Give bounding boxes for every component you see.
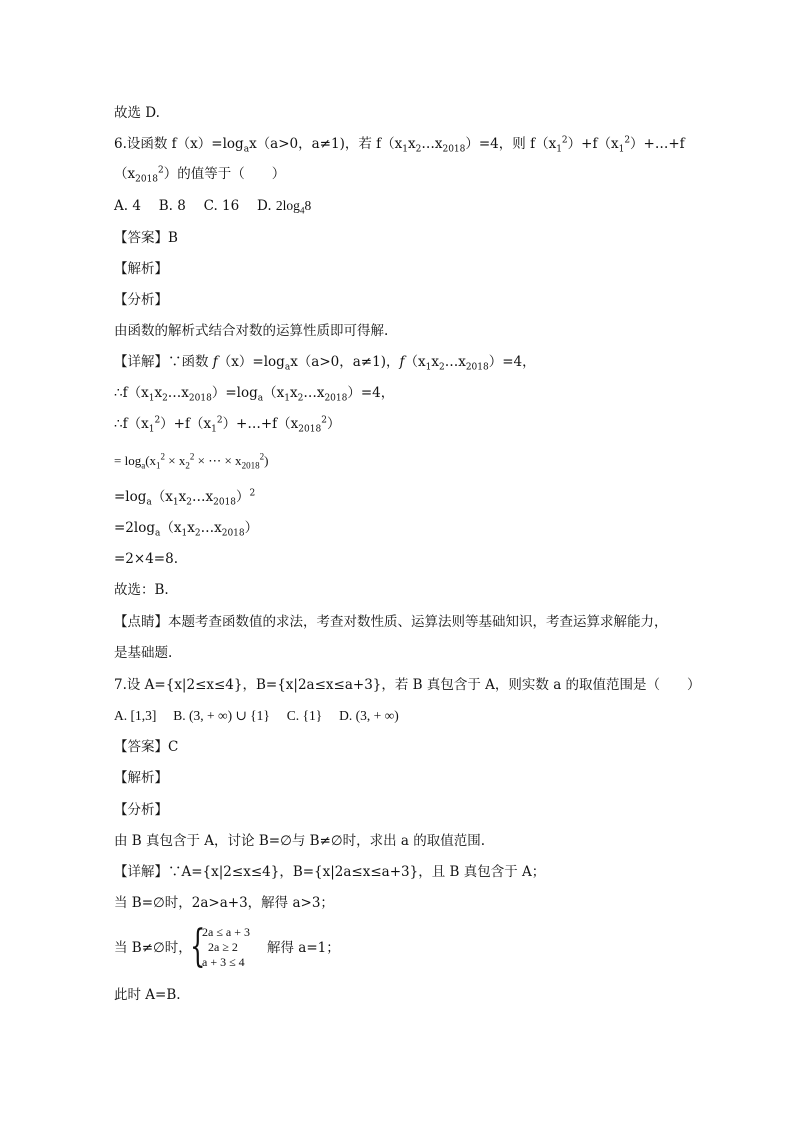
- system-row: 2a ≤ a + 3: [202, 925, 251, 939]
- text-line: 故选 D.: [114, 105, 160, 121]
- detail-line: 【详解】∵函数 $f(x)=\log_ax(a>0$，a≠1)，$f(x_1x_2\dots x_{2018})=4$，: [114, 354, 536, 373]
- math-line: $=\log_a(x_1x_2\dots x_{2018})^2$: [114, 488, 256, 508]
- question-6-stem: 6.设函数 $f(x)=\log_ax(a>0$，a≠1)，若 $f(x_1x_2\dots x_{2018})=4$，则 $f(x_1^2)+f(x_1^2)+\dots+f$: [114, 135, 685, 155]
- text-line: 是基础题.: [114, 645, 173, 661]
- fenxi-label: 【分析】: [114, 802, 168, 818]
- question-6-options: A. 4 B. 8 C. 16 D. $2\log_48$: [114, 198, 312, 216]
- math-line: $\therefore f(x_1x_2\dots x_{2018})=\log_a(x_1x_2\dots x_{2018})=4$，: [114, 385, 395, 404]
- answer-label: 【答案】C: [114, 739, 179, 755]
- text-line: 当 B=∅时，2a>a+3，解得 a>3；: [114, 895, 334, 911]
- comment-line: 【点睛】本题考查函数值的求法，考查对数性质、运算法则等基础知识，考查运算求解能力，: [114, 614, 668, 630]
- math-line: = $\log_a(x_1^2 \times x_2^2$ × ⋯ × $x_{2018}^2$): [114, 451, 269, 471]
- detail-line: 【详解】∵A={x|2≤x≤4}，B={x|2a≤x≤a+3}，且 B 真包含于 A；: [114, 864, 546, 880]
- analysis-label: 【解析】: [114, 770, 168, 786]
- answer-label: 【答案】B: [114, 230, 178, 246]
- text-line: 此时 A=B.: [114, 987, 181, 1003]
- analysis-label: 【解析】: [114, 261, 168, 277]
- case-line-post: 解得 a=1；: [267, 940, 340, 956]
- case-line-pre: 当 B≠∅时，: [114, 940, 192, 956]
- system-row: 2a ≥ 2: [208, 940, 238, 954]
- text-line: 由 B 真包含于 A，讨论 B=∅与 B≠∅时，求出 a 的取值范围.: [114, 833, 486, 849]
- math-line: $=2\log_a(x_1x_2\dots x_{2018})$: [114, 520, 259, 539]
- question-7-stem: 7.设 A={x|2≤x≤4}，B={x|2a≤x≤a+3}，若 B 真包含于 A，则实数 a 的取值范围是（ ）: [114, 677, 701, 693]
- text-line: 故选：B.: [114, 582, 169, 598]
- math-line: =2×4=8.: [114, 551, 178, 567]
- text-line: 由函数的解析式结合对数的运算性质即可得解.: [114, 323, 389, 339]
- system-brace: {: [190, 921, 206, 972]
- system-row: a + 3 ≤ 4: [202, 955, 245, 969]
- question-7-options: A. [1,3] B. (3, + ∞) ∪ {1} C. {1} D. (3, + ∞): [114, 708, 399, 723]
- fenxi-label: 【分析】: [114, 292, 168, 308]
- question-6-stem-cont: $(x_{2018}^2)$的值等于（ ）: [114, 165, 286, 185]
- inequality-system: [202, 925, 250, 970]
- math-line: $\therefore f(x_1^2)+f(x_1^2)+\dots+f(x_{2018}^2)$: [114, 415, 341, 435]
